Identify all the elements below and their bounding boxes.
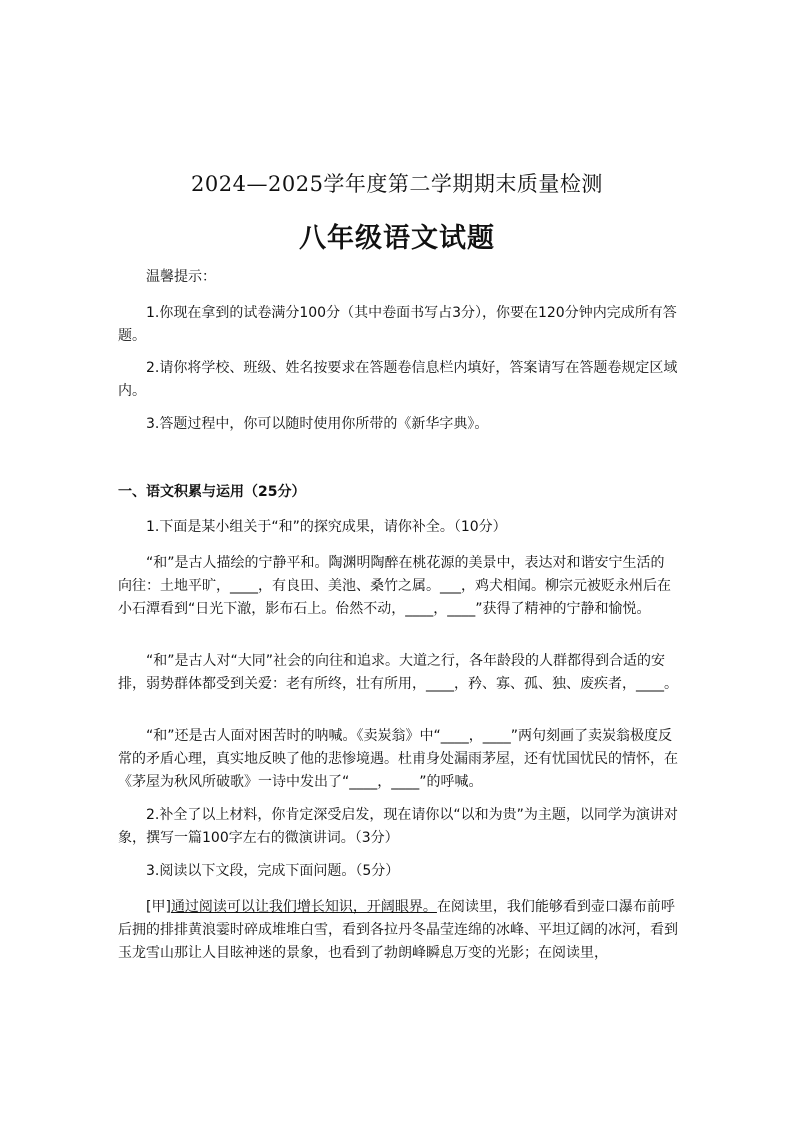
tips-label: 温馨提示： (146, 269, 216, 285)
underlined-sentence: 通过阅读可以让我们增长知识，开阔眼界。 (170, 899, 437, 915)
question-1-paragraph-1: “和”是古人描绘的宁静平和。陶渊明陶醉在桃花源的美景中，表达对和谐安宁生活的向往：土地平旷，____，有良田、美池、桑竹之属。___，鸡犬相闻。柳宗元被贬永州后在小石潭看到“日光下澈，影布石上。佁然不动，____，____”获得了精神的宁静和愉悦。 (118, 555, 671, 617)
question-1-paragraph-2: “和”是古人对“大同”社会的向往和追求。大道之行，各年龄段的人群都得到合适的安排，弱势群体都受到关爱：老有所终，壮有所用，____，矜、寡、孤、独、废疾者，____。 (118, 653, 678, 692)
question-1-prompt: 1.下面是某小组关于“和”的探究成果，请你补全。（10分） (146, 519, 507, 535)
question-1-paragraph-3: “和”还是古人面对困苦时的呐喊。《卖炭翁》中“____，____”两句刻画了卖炭翁极度反常的矛盾心理，真实地反映了他的悲惨境遇。杜甫身处漏雨茅屋，还有忧国忧民的情怀，在《茅屋为秋风所破歌》一诗中发出了“____，____”的呼喊。 (118, 728, 678, 790)
section-heading: 一、语文积累与运用（25分） (118, 484, 306, 500)
question-3-passage (118, 896, 678, 965)
exam-subtitle: 八年级语文试题 (299, 223, 495, 254)
tip-item-1: 1.你现在拿到的试卷满分100分（其中卷面书写占3分），你要在120分钟内完成所有答题。 (118, 305, 677, 344)
passage-label: [甲] (146, 899, 171, 915)
tip-item-2: 2.请你将学校、班级、姓名按要求在答题卷信息栏内填好，答案请写在答题卷规定区域内。 (118, 360, 678, 399)
tip-item-3: 3.答题过程中，你可以随时使用你所带的《新华字典》。 (146, 416, 489, 432)
question-2-prompt: 2.补全了以上材料，你肯定深受启发，现在请你以“以和为贵”为主题，以同学为演讲对象，撰写一篇100字左右的微演讲词。（3分） (118, 807, 678, 846)
passage-text: 在阅读里，我们能够看到壶口瀑布前呼后拥的排排黄浪霎时碎成堆堆白雪，看到各拉丹冬晶莹连绵的冰峰、平坦辽阔的冰河，看到玉龙雪山那让人目眩神迷的景象，也看到了勃朗峰瞬息万变的光影；在阅读里， (118, 899, 678, 961)
question-3-prompt: 3.阅读以下文段，完成下面问题。（5分） (146, 863, 400, 879)
exam-title: 2024—2025学年度第二学期期末质量检测 (191, 172, 603, 196)
